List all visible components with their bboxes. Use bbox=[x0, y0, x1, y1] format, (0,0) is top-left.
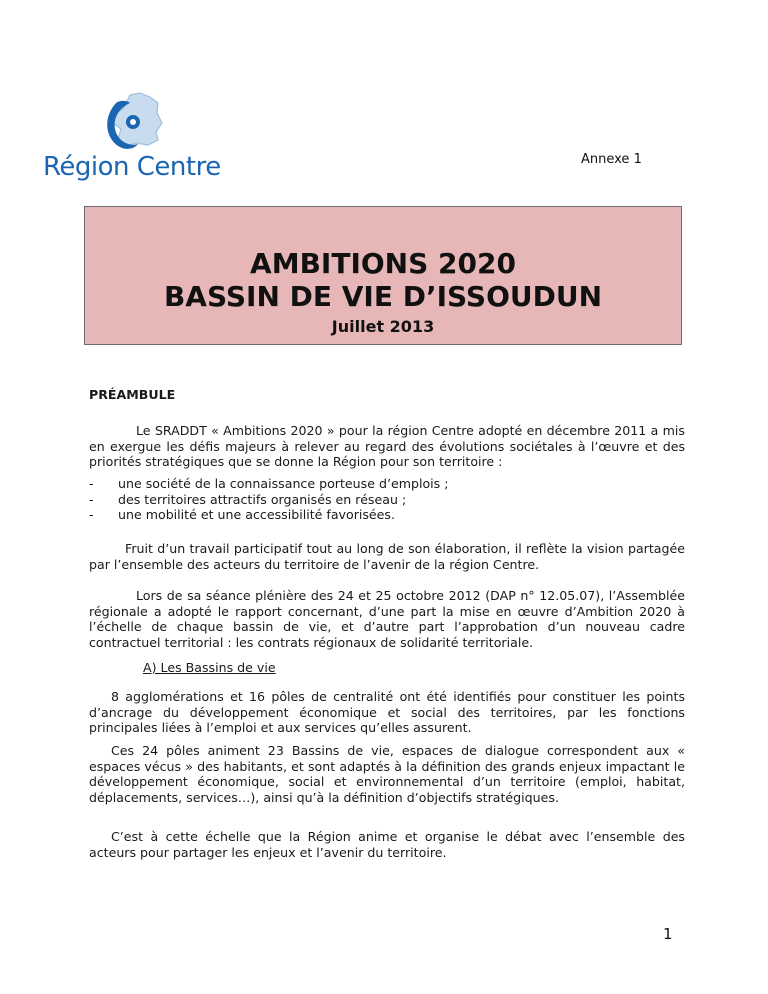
section-a-heading: A) Les Bassins de vie bbox=[143, 660, 276, 675]
section-a-paragraph-1: 8 agglomérations et 16 pôles de centralité ont été identifiés pour constituer les points d’ancrage du développement économique et social des territoires, par les fonctions principales liées à l’emploi et aux services qu’elles assurent. bbox=[89, 689, 685, 735]
annex-label: Annexe 1 bbox=[581, 152, 642, 167]
title-date: Juillet 2013 bbox=[331, 317, 435, 336]
list-item: - une société de la connaissance porteuse d’emplois ; bbox=[89, 476, 449, 491]
title-line-1: AMBITIONS 2020 bbox=[250, 247, 516, 280]
preambule-paragraph-2: Fruit d’un travail participatif tout au long de son élaboration, il reflète la vision partagée par l’ensemble des acteurs du territoire de l’avenir de la région Centre. bbox=[89, 541, 685, 572]
preambule-heading: PRÉAMBULE bbox=[89, 387, 176, 402]
preambule-paragraph-3: Lors de sa séance plénière des 24 et 25 octobre 2012 (DAP n° 12.05.07), l’Assemblée régionale a adopté le rapport concernant, d’une part la mise en œuvre d’Ambition 2020 à l’échelle de chaque bassin de vie, et d’autre part l’approbation d’un nouveau cadre contractuel territorial : les contrats régionaux de solidarité territoriale. bbox=[89, 588, 685, 650]
title-box bbox=[84, 206, 682, 345]
logo-text: Région Centre bbox=[43, 152, 221, 182]
section-a-paragraph-2: Ces 24 pôles animent 23 Bassins de vie, espaces de dialogue correspondent aux « espaces vécus » des habitants, et sont adaptés à la définition des grands enjeux impactant le développement économique, social et environnemental d’un territoire (emploi, habitat, déplacements, services…), ainsi qu’à la définition d’objectifs stratégiques. bbox=[89, 743, 685, 805]
region-centre-logo bbox=[40, 92, 240, 192]
title-line-2: BASSIN DE VIE D’ISSOUDUN bbox=[163, 280, 603, 313]
page-number: 1 bbox=[663, 925, 673, 943]
priorities-list bbox=[89, 476, 685, 523]
list-item: - une mobilité et une accessibilité favorisées. bbox=[89, 507, 395, 522]
preambule-paragraph-1: Le SRADDT « Ambitions 2020 » pour la région Centre adopté en décembre 2011 a mis en exergue les défis majeurs à relever au regard des évolutions sociétales à l’œuvre et des priorités stratégiques que se donne la Région pour son territoire : bbox=[89, 423, 685, 469]
section-a-paragraph-3: C’est à cette échelle que la Région anime et organise le débat avec l’ensemble des acteurs pour partager les enjeux et l’avenir du territoire. bbox=[89, 829, 685, 860]
france-map-icon bbox=[100, 92, 180, 154]
list-item: - des territoires attractifs organisés en réseau ; bbox=[89, 491, 407, 507]
